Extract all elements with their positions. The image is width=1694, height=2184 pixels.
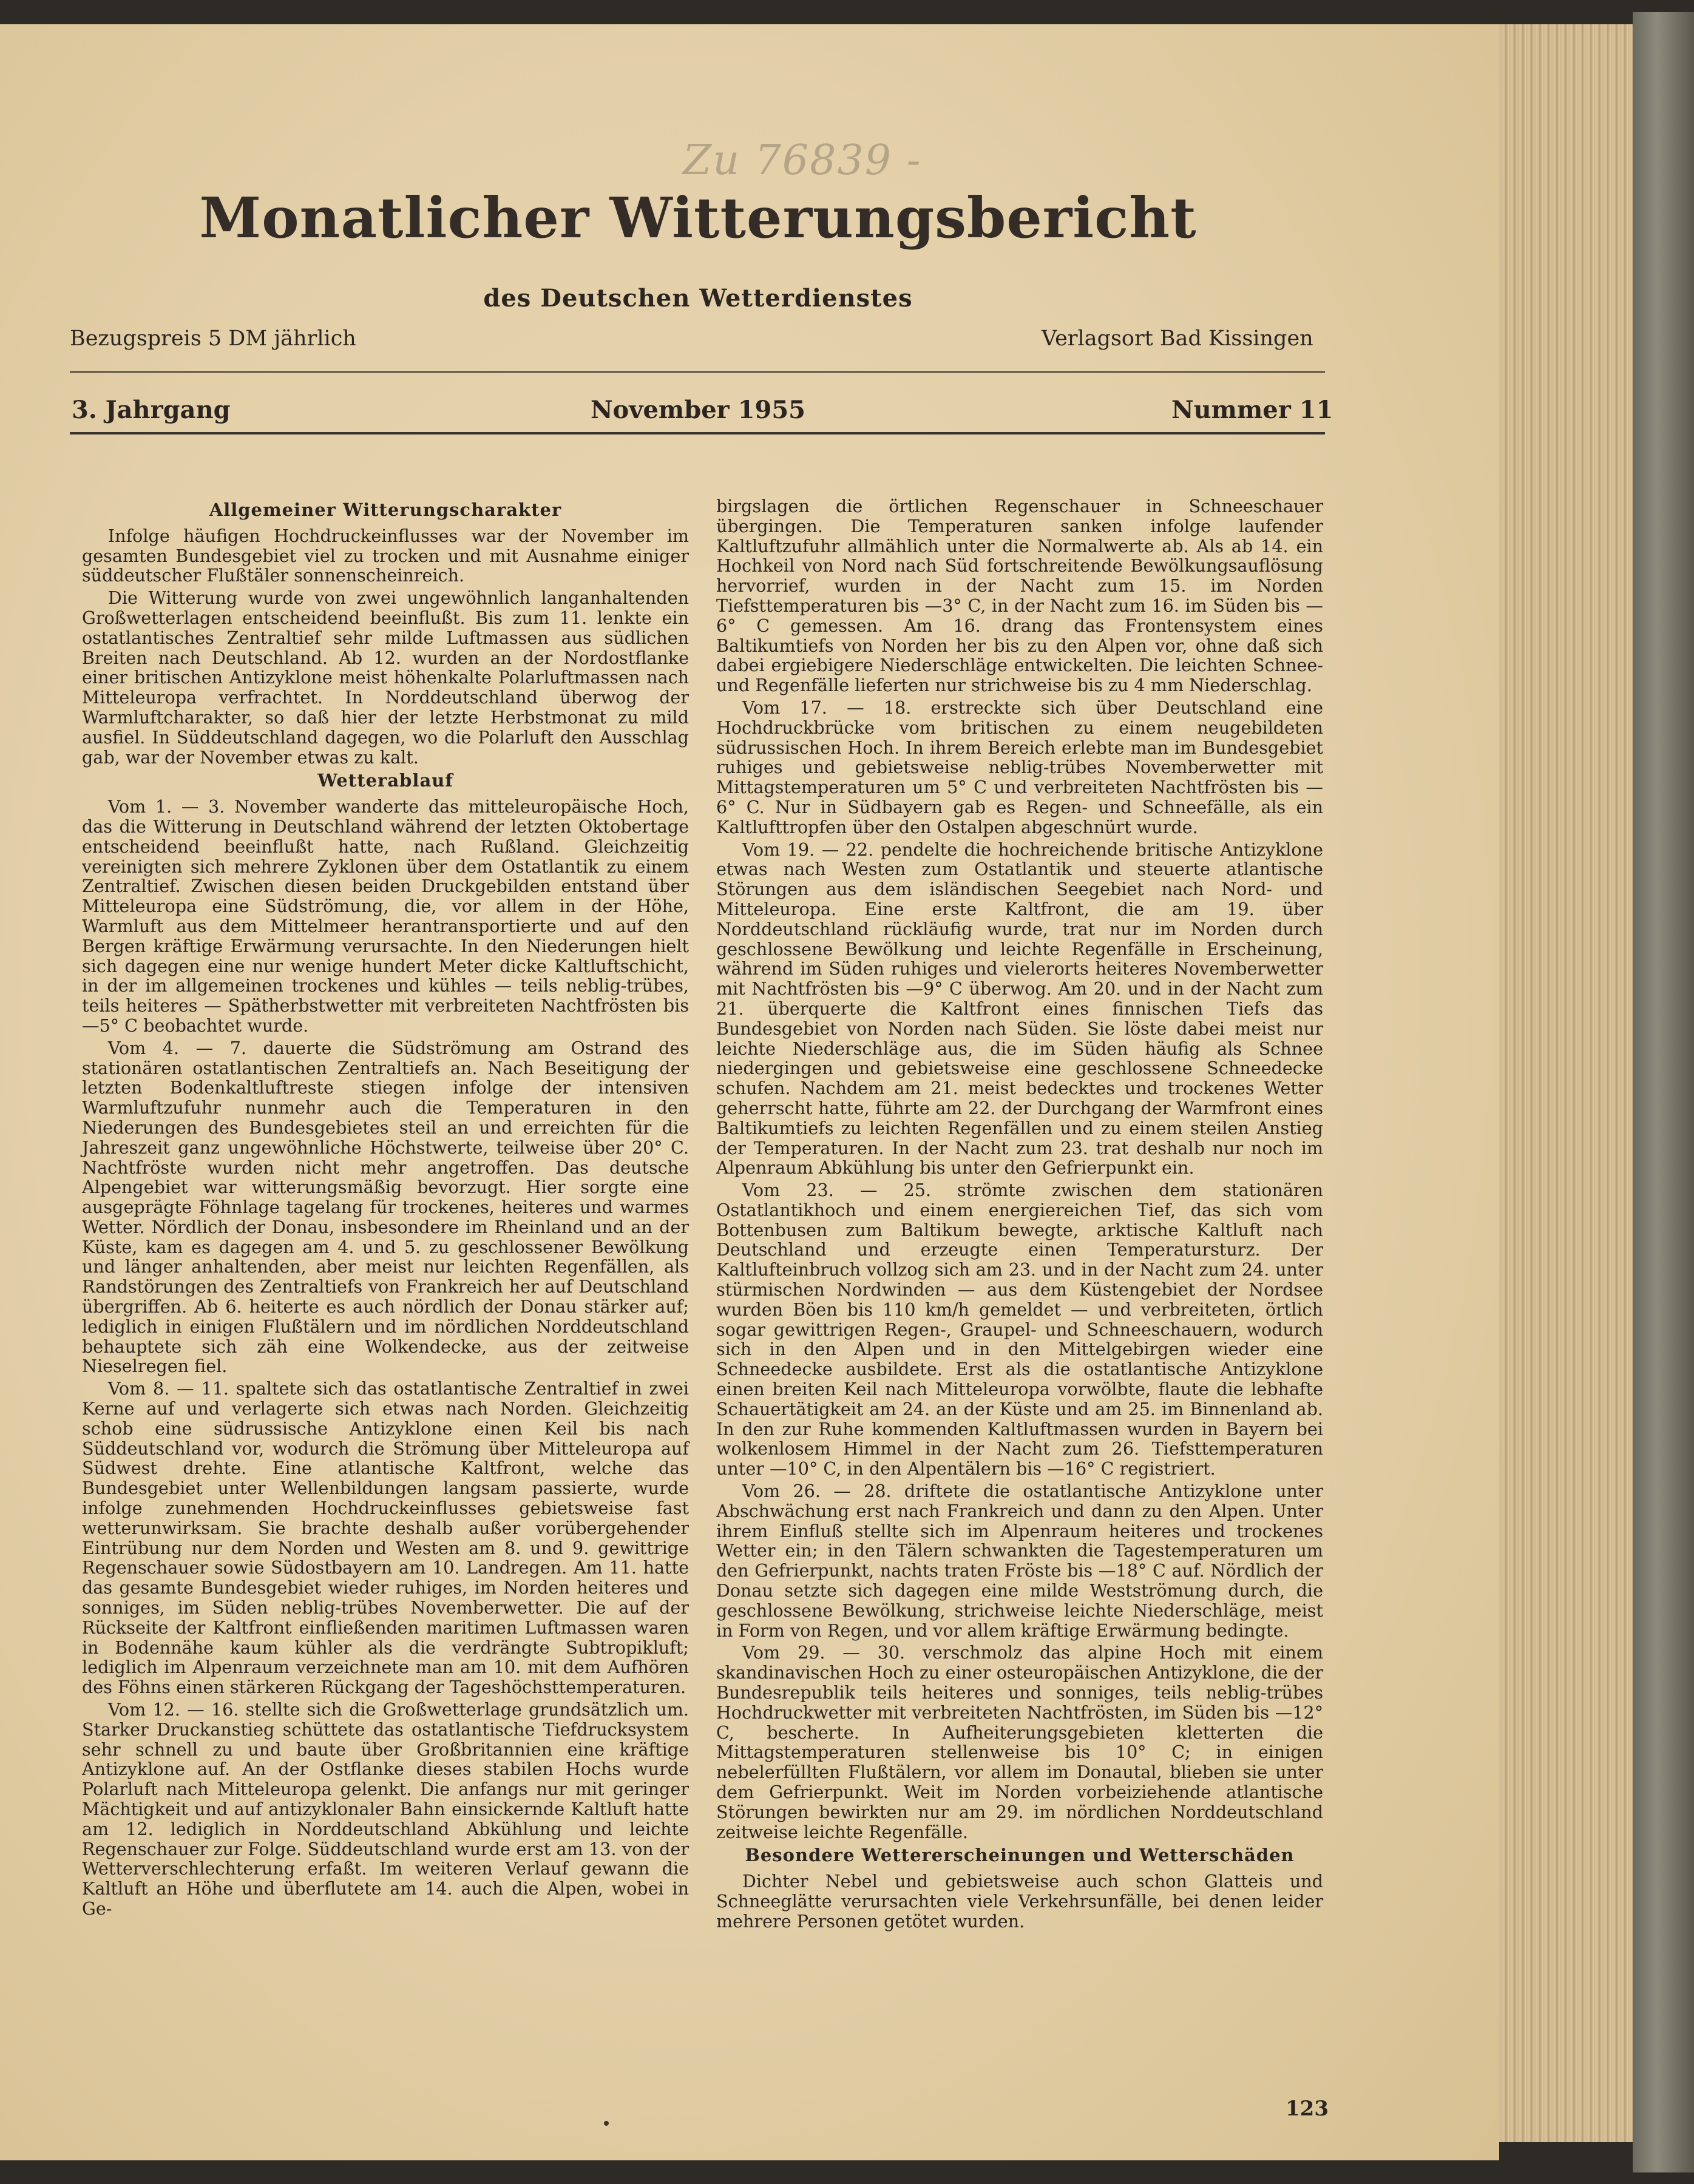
page-subtitle: des Deutschen Wetterdienstes [483, 284, 913, 313]
handwritten-note: Zu 76839 - [683, 137, 922, 184]
paragraph: Vom 26. — 28. driftete die ostatlantische Antizyklone unter Abschwächung erst nach Frankreich und dann zu den Alpen. Unter ihrem Einfluß stellte sich im Alpenraum heiteres und trockenes Wetter ein; in den Tälern schwankten die Tagestemperaturen um den Gefrierpunkt, nachts traten Fröste bis —18° C auf. Nördlich der Donau setzte sich dagegen eine milde Westströmung durch, die geschlossene Bewölkung, strichweise leichte Niederschläge, meist in Form von Regen, und vor allem kräftige Erwärmung bedingte. [716, 1481, 1323, 1641]
paragraph: Vom 19. — 22. pendelte die hochreichende britische Antizyklone etwas nach Westen zum Ostatlantik und steuerte atlantische Störungen aus dem isländischen Seegebiet nach Nord- und Mitteleuropa. Eine erste Kaltfront, die am 19. über Norddeutschland rückläufig wurde, trat nur im Norden durch geschlossene Bewölkung und leichte Regenfälle in Erscheinung, während im Süden ruhiges und vielerorts heiteres Novemberwetter mit Nachtfrösten bis —9° C überwog. Am 20. und in der Nacht zum 21. überquerte die Kaltfront eines finnischen Tiefs das Bundesgebiet von Norden nach Süden. Sie löste dabei meist nur leichte Niederschläge aus, die im Süden häufig als Schnee niedergingen und gebietsweise eine geschlossene Schneedecke schufen. Nachdem am 21. meist bedecktes und trockenes Wetter geherrscht hatte, führte am 22. der Durchgang der Warmfront eines Baltikumtiefs zu leichten Regenfällen und zu einem steilen Anstieg der Temperaturen. In der Nacht zum 23. trat deshalb nur noch im Alpenraum Abkühlung bis unter den Gefrierpunkt ein. [716, 839, 1323, 1178]
header-rule-top [70, 371, 1325, 373]
subscription-price: Bezugspreis 5 DM jährlich [70, 326, 356, 351]
paragraph: Vom 17. — 18. erstreckte sich über Deutschland eine Hochdruckbrücke vom britischen zu einem neugebildeten südrussischen Hoch. In ihrem Bereich erlebte man im Bundesgebiet ruhiges und gebietsweise neblig-trübes Novemberwetter mit Mittagstemperaturen um 5° C und verbreiteten Nachtfrösten bis —6° C. Nur in Südbayern gab es Regen- und Schneefälle, als ein Kaltlufttropfen über den Ostalpen abgeschnürt wurde. [716, 697, 1323, 837]
paragraph: Dichter Nebel und gebietsweise auch schon Glatteis und Schneeglätte verursachten viele Verkehrsunfälle, bei denen leider mehrere Personen getötet wurden. [716, 1871, 1323, 1932]
book-spine-edge [1633, 12, 1694, 2172]
paragraph: Vom 29. — 30. verschmolz das alpine Hoch mit einem skandinavischen Hoch zu einer osteuropäischen Antizyklone, die der Bundesrepublik teils heiteres und sonniges, teils neblig-trübes Hochdruckwetter mit verbreiteten Nachtfrösten, im Süden bis —12° C, bescherte. In Aufheiterungsgebieten kletterten die Mittagstemperaturen stellenweise bis 10° C; in einigen nebelerfüllten Flußtälern, vor allem im Donautal, blieben sie unter dem Gefrierpunkt. Weit im Norden vorbeiziehende atlantische Störungen bewirkten nur am 29. im nördlichen Norddeutschland zeitweise leichte Regenfälle. [716, 1642, 1323, 1842]
paragraph: Vom 8. — 11. spaltete sich das ostatlantische Zentraltief in zwei Kerne auf und verlagerte sich etwas nach Norden. Gleichzeitig schob eine südrussische Antizyklone einen Keil bis nach Süddeutschland vor, wodurch die Strömung über Mitteleuropa auf Südwest drehte. Eine atlantische Kaltfront, welche das Bundesgebiet unter Wellenbildungen langsam passierte, wurde infolge zunehmenden Hochdruckeinflusses gebietsweise fast wetterunwirksam. Sie brachte deshalb außer vorübergehender Eintrübung nur dem Norden und Westen am 8. und 9. gewittrige Regenschauer sowie Südostbayern am 10. Landregen. Am 11. hatte das gesamte Bundesgebiet wieder ruhiges, im Norden heiteres und sonniges, im Süden neblig-trübes Novemberwetter. Die auf der Rückseite der Kaltfront einfließenden maritimen Luftmassen waren in Bodennähe kaum kühler als die verdrängte Subtropikluft; lediglich im Alpenraum verzeichnete man am 10. mit dem Aufhören des Föhns einen stärkeren Rückgang der Tageshöchsttemperaturen. [82, 1378, 689, 1698]
document-page [0, 24, 1499, 2160]
section-heading-course: Wetterablauf [317, 770, 453, 791]
issue-number: Nummer 11 [1171, 396, 1333, 424]
header-rule-bottom [70, 432, 1325, 434]
page-title: Monatlicher Witterungsbericht [199, 185, 1197, 251]
paragraph: Vom 1. — 3. November wanderte das mitteleuropäische Hoch, das die Witterung in Deutschland während der letzten Oktobertage entscheidend beeinflußt hatte, nach Rußland. Gleichzeitig vereinigten sich mehrere Zyklonen über dem Ostatlantik zu einem Zentraltief. Zwischen diesen beiden Druckgebilden entstand über Mitteleuropa eine Südströmung, die, vor allem in der Höhe, Warmluft aus dem Mittelmeer herantransportierte und auf den Bergen kräftige Erwärmung verursachte. In den Niederungen hielt sich dagegen eine nur wenige hundert Meter dicke Kaltluftschicht, in der im allgemeinen trockenes und kühles — teils neblig-trübes, teils heiteres — Spätherbstwetter mit verbreiteten Nachtfrösten bis —5° C beobachtet wurde. [82, 796, 689, 1036]
volume-label: 3. Jahrgang [72, 396, 231, 424]
page-number: 123 [1286, 2097, 1329, 2121]
paragraph: Vom 23. — 25. strömte zwischen dem stationären Ostatlantikhoch und einem energiereichen Tief, das sich vom Bottenbusen zum Baltikum bewegte, arktische Kaltluft nach Deutschland und erzeugte einen Temperatursturz. Der Kaltlufteinbruch vollzog sich am 23. und in der Nacht zum 24. unter stürmischen Nordwinden — aus dem Küstengebiet der Nordsee wurden Böen bis 110 km/h gemeldet — und verbreiteten, örtlich sogar gewittrigen Regen-, Graupel- und Schneeschauern, wodurch sich in den Alpen und in den Mittelgebirgen wieder eine Schneedecke ausbildete. Erst als die ostatlantische Antizyklone einen breiten Keil nach Mitteleuropa vorwölbte, flaute die lebhafte Schauertätigkeit am 24. an der Küste und am 25. im Binnenland ab. In den zur Ruhe kommenden Kaltluftmassen wurden in Bayern bei wolkenlosem Himmel in der Nacht zum 26. Tiefsttemperaturen unter —10° C, in den Alpentälern bis —16° C registriert. [716, 1180, 1323, 1479]
publication-place: Verlagsort Bad Kissingen [1042, 326, 1313, 351]
paragraph: Vom 12. — 16. stellte sich die Großwetterlage grundsätzlich um. Starker Druckanstieg schüttete das ostatlantische Tiefdrucksystem sehr schnell zu und baute über Großbritannien eine kräftige Antizyklone auf. An der Ostflanke dieses stabilen Hochs wurde Polarluft nach Mitteleuropa gelenkt. Die anfangs nur mit geringer Mächtigkeit und auf antizyklonaler Bahn einsickernde Kaltluft hatte am 12. lediglich in Norddeutschland Abkühlung und leichte Regenschauer zur Folge. Süddeutschland wurde erst am 13. von der Wetterverschlechterung erfaßt. Im weiteren Verlauf gewann die Kaltluft an Höhe und überflutete am 14. auch die Alpen, wobei in Ge- [82, 1699, 689, 1919]
left-column [82, 496, 689, 1921]
print-dot [604, 2121, 609, 2126]
section-heading-general: Allgemeiner Witterungscharakter [209, 499, 562, 520]
right-column [716, 496, 1323, 1934]
paragraph: Die Witterung wurde von zwei ungewöhnlich langanhaltenden Großwetterlagen entscheidend beeinflußt. Bis zum 11. lenkte ein ostatlantisches Zentraltief sehr milde Luftmassen aus südlichen Breiten nach Deutschland. Ab 12. wurden an der Nordostflanke einer britischen Antizyklone meist höhenkalte Polarluftmassen nach Mitteleuropa verfrachtet. In Norddeutschland überwog der Warmluftcharakter, so daß hier der letzte Herbstmonat zu mild ausfiel. In Süddeutschland dagegen, wo die Polarluft den Ausschlag gab, war der November etwas zu kalt. [82, 587, 689, 768]
paragraph: birgslagen die örtlichen Regenschauer in Schneeschauer übergingen. Die Temperaturen sanken infolge laufender Kaltluftzufuhr allmählich unter die Normalwerte ab. Als ab 14. ein Hochkeil von Nord nach Süd fortschreitende Bewölkungsauflösung hervorrief, wurden in der Nacht zum 15. im Norden Tiefsttemperaturen bis —3° C, in der Nacht zum 16. im Süden bis —6° C gemessen. Am 16. drang das Frontensystem eines Baltikumtiefs von Norden her bis zu den Alpen vor, ohne daß sich dabei ergiebigere Niederschläge entwickelten. Die leichten Schnee- und Regenfälle lieferten nur strichweise bis zu 4 mm Niederschlag. [716, 496, 1323, 696]
paragraph: Infolge häufigen Hochdruckeinflusses war der November im gesamten Bundesgebiet viel zu trocken und mit Ausnahme einiger süddeutscher Flußtäler sonnenscheinreich. [82, 525, 689, 586]
section-heading-damage: Besondere Wettererscheinungen und Wetterschäden [745, 1845, 1295, 1866]
paragraph: Vom 4. — 7. dauerte die Südströmung am Ostrand des stationären ostatlantischen Zentraltiefs an. Nach Beseitigung der letzten Bodenkaltluftreste stiegen infolge der intensiven Warmluftzufuhr nunmehr auch die Temperaturen in den Niederungen des Bundesgebietes steil an und erreichten für die Jahreszeit ganz ungewöhnliche Höchstwerte, teilweise über 20° C. Nachtfröste wurden nicht mehr angetroffen. Das deutsche Alpengebiet war witterungsmäßig bevorzugt. Hier sorgte eine ausgeprägte Föhnlage tagelang für trockenes, heiteres und warmes Wetter. Nördlich der Donau, insbesondere im Rheinland und an der Küste, kam es dagegen am 4. und 5. zu geschlossener Bewölkung und länger anhaltenden, aber meist nur leichten Regenfällen, als Randstörungen des Zentraltiefs von Frankreich her auf Deutschland übergriffen. Ab 6. heiterte es auch nördlich der Donau stärker auf; lediglich in einigen Flußtälern und im nördlichen Norddeutschland behauptete sich zäh eine Wolkendecke, aus der zeitweise Nieselregen fiel. [82, 1037, 689, 1377]
issue-date: November 1955 [590, 396, 805, 424]
